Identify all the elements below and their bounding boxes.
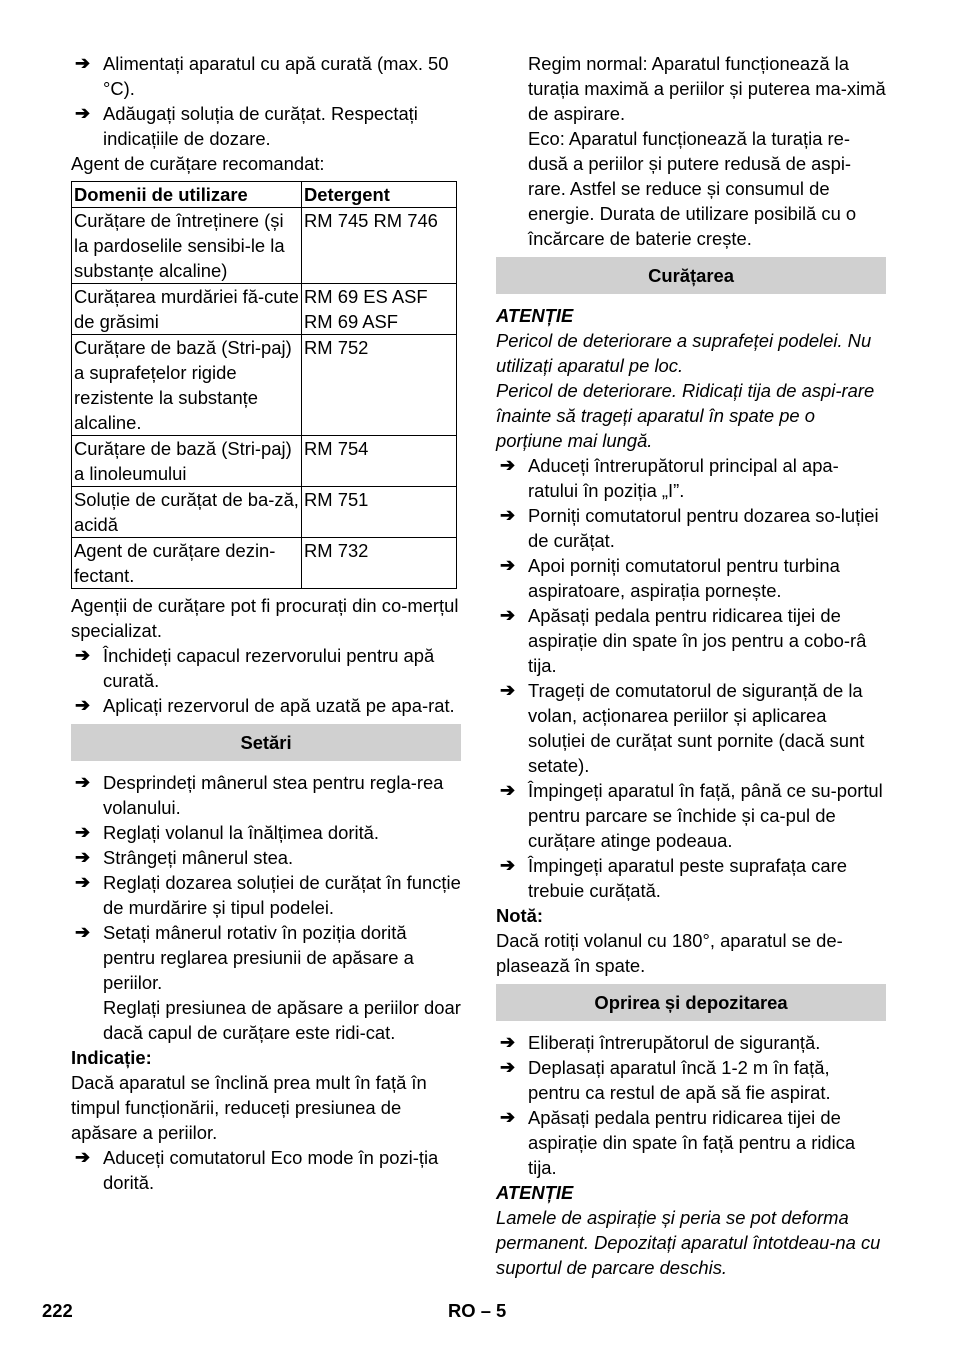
table-cell: RM 745 RM 746 — [302, 208, 457, 284]
right-column — [496, 51, 886, 1280]
arrow-right-icon: ➔ — [75, 872, 91, 892]
list-item: ➔ Aplicați rezervorul de apă uzată pe apa-rat. — [75, 695, 455, 716]
table-header: Domenii de utilizare — [72, 182, 302, 208]
table-row — [72, 208, 457, 284]
table-row — [72, 538, 457, 589]
warning-text: Pericol de deteriorare a suprafeței podelei. Nu utilizați aparatul pe loc. — [496, 330, 872, 376]
list-item: ➔ Reglați volanul la înălțimea dorită. — [75, 822, 380, 843]
arrow-right-icon: ➔ — [500, 605, 516, 625]
section-heading-curatarea: Curățarea — [496, 257, 886, 294]
warning-text: Lamele de aspirație și peria se pot deforma permanent. Depozitați aparatul întotdeau-na cu suportul de parcare deschis. — [496, 1207, 881, 1278]
table-row — [72, 284, 457, 335]
arrow-right-icon: ➔ — [500, 855, 516, 875]
list-item: ➔ Porniți comutatorul pentru dozarea so-luției de curățat. — [500, 505, 879, 551]
list-item: ➔ Trageți de comutatorul de siguranță de la volan, acționarea periilor și aplicarea soluției de curățat sunt pornite (dacă sunt setate). — [500, 680, 865, 776]
list-item: ➔ Deplasați aparatul încă 1-2 m în față, pentru ca restul de apă să fie aspirat. — [500, 1057, 831, 1103]
table-header-row — [72, 182, 457, 208]
table-row — [72, 487, 457, 538]
arrow-right-icon: ➔ — [75, 695, 91, 715]
list-item: ➔ Reglați dozarea soluției de curățat în funcție de murdărire și tipul podelei. — [75, 872, 461, 918]
list-item: ➔ Setați mânerul rotativ în poziția dorită pentru reglarea presiunii de apăsare a periilor. — [75, 922, 414, 993]
table-cell: RM 751 — [302, 487, 457, 538]
list-item: ➔ Desprindeți mânerul stea pentru regla-rea volanului. — [75, 772, 444, 818]
detergent-table — [71, 181, 457, 589]
list-item-continuation: Reglați presiunea de apăsare a periilor doar dacă capul de curățare este ridi-cat. — [103, 997, 461, 1043]
list-item: ➔ Aduceți întrerupătorul principal al apa-ratului în poziția „I”. — [500, 455, 839, 501]
list-item: ➔ Adăugați soluția de curățat. Respectați indicațiile de dozare. — [75, 103, 418, 149]
left-column — [71, 51, 461, 1195]
table-header: Detergent — [302, 182, 457, 208]
list-item: ➔ Apăsați pedala pentru ridicarea tijei de aspirație din spate în față pentru a ridica tija. — [500, 1107, 856, 1178]
table-cell: Curățarea murdăriei fă-cute de grăsimi — [72, 284, 302, 335]
table-cell: RM 754 — [302, 436, 457, 487]
agent-label: Agent de curățare recomandat: — [71, 153, 325, 174]
arrow-right-icon: ➔ — [75, 1147, 91, 1167]
arrow-right-icon: ➔ — [75, 53, 91, 73]
indicatie-text: Dacă aparatul se înclină prea mult în față în timpul funcționării, reduceți presiunea de apăsare a periilor. — [71, 1072, 427, 1143]
arrow-right-icon: ➔ — [500, 780, 516, 800]
warning-label: ATENȚIE — [496, 1182, 574, 1203]
arrow-right-icon: ➔ — [75, 772, 91, 792]
regim-normal-text: Regim normal: Aparatul funcționează la turația maximă a periilor și puterea ma-ximă de aspirare. — [528, 53, 886, 124]
arrow-right-icon: ➔ — [75, 922, 91, 942]
list-item: ➔ Împingeți aparatul peste suprafața care trebuie curățată. — [500, 855, 847, 901]
nota-label: Notă: — [496, 905, 543, 926]
arrow-right-icon: ➔ — [500, 555, 516, 575]
arrow-right-icon: ➔ — [500, 1032, 516, 1052]
warning-label: ATENȚIE — [496, 305, 574, 326]
table-cell: Agent de curățare dezin-fectant. — [72, 538, 302, 589]
page-number: 222 — [42, 1300, 73, 1321]
arrow-right-icon: ➔ — [75, 847, 91, 867]
list-item: ➔ Apoi porniți comutatorul pentru turbina aspiratoare, aspirația pornește. — [500, 555, 840, 601]
list-item: ➔ Împingeți aparatul în față, până ce su-portul pentru parcare se închide și ca-pul de curățare atinge podeaua. — [500, 780, 883, 851]
section-heading-setari: Setări — [71, 724, 461, 761]
arrow-right-icon: ➔ — [500, 505, 516, 525]
arrow-right-icon: ➔ — [75, 103, 91, 123]
indicatie-label: Indicație: — [71, 1047, 152, 1068]
table-row — [72, 436, 457, 487]
table-cell: RM 752 — [302, 335, 457, 436]
list-item: ➔ Strângeți mânerul stea. — [75, 847, 294, 868]
arrow-right-icon: ➔ — [75, 645, 91, 665]
arrow-right-icon: ➔ — [500, 455, 516, 475]
table-cell: Curățare de întreținere (și la pardoselile sensibi-le la substanțe alcaline) — [72, 208, 302, 284]
table-row — [72, 335, 457, 436]
list-item: ➔ Închideți capacul rezervorului pentru apă curată. — [75, 645, 435, 691]
list-item: ➔ Alimentați aparatul cu apă curată (max. 50 °C). — [75, 53, 449, 99]
table-cell: Soluție de curățat de ba-ză, acidă — [72, 487, 302, 538]
table-cell: Curățare de bază (Stri-paj) a linoleumului — [72, 436, 302, 487]
after-table-text: Agenții de curățare pot fi procurați din co-merțul specializat. — [71, 595, 459, 641]
section-page-label: RO – 5 — [448, 1300, 507, 1321]
list-item: ➔ Apăsați pedala pentru ridicarea tijei de aspirație din spate în jos pentru a cobo-râ tija. — [500, 605, 867, 676]
list-item: ➔ Aduceți comutatorul Eco mode în pozi-ția dorită. — [75, 1147, 439, 1193]
table-cell: Curățare de bază (Stri-paj) a suprafețelor rigide rezistente la substanțe alcaline. — [72, 335, 302, 436]
eco-text: Eco: Aparatul funcționează la turația re-dusă a periilor și putere redusă de aspi-rare. Astfel se reduce și consumul de energie. Durata de utilizare posibilă cu o încărcare de baterie crește. — [528, 128, 857, 249]
section-heading-oprirea: Oprirea și depozitarea — [496, 984, 886, 1021]
table-cell: RM 69 ES ASF RM 69 ASF — [302, 284, 457, 335]
arrow-right-icon: ➔ — [500, 1057, 516, 1077]
nota-text: Dacă rotiți volanul cu 180°, aparatul se de-plasează în spate. — [496, 930, 843, 976]
arrow-right-icon: ➔ — [500, 680, 516, 700]
arrow-right-icon: ➔ — [75, 822, 91, 842]
arrow-right-icon: ➔ — [500, 1107, 516, 1127]
warning-text: Pericol de deteriorare. Ridicați tija de aspi-rare înainte să trageți aparatul în spate pe o porțiune mai lungă. — [496, 380, 875, 451]
list-item: ➔ Eliberați întrerupătorul de siguranță. — [500, 1032, 821, 1053]
table-cell: RM 732 — [302, 538, 457, 589]
